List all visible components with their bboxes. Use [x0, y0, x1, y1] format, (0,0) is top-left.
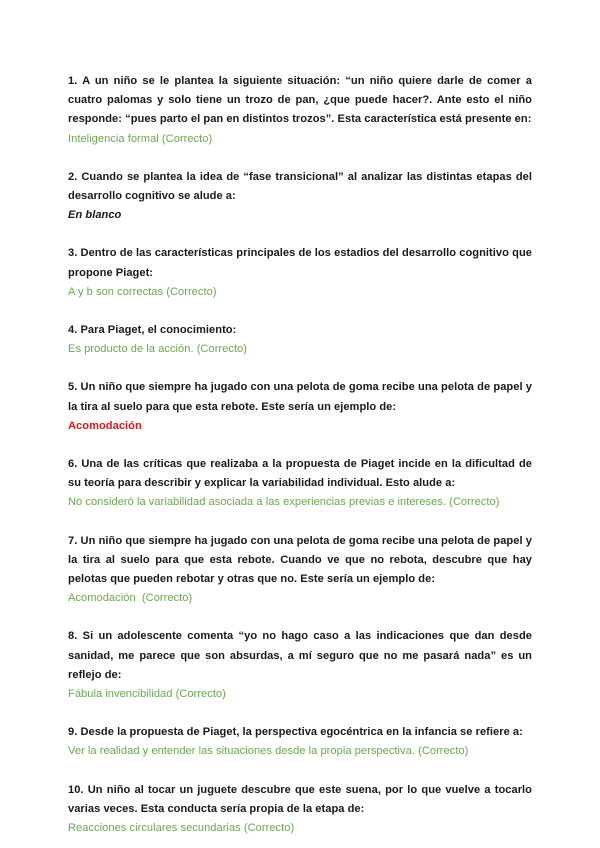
question-text: 3. Dentro de las características principales de los estadios del desarrollo cognitivo que propone Piaget:: [68, 247, 532, 279]
question-answer-list: [68, 72, 532, 838]
answer-text: Acomodación: [68, 419, 142, 432]
answer-text: Es producto de la acción. (Correcto): [68, 343, 248, 356]
question-text: 8. Si un adolescente comenta “yo no hago caso a las indicaciones que dan desde sanidad, me parece que son absurdas, a mí seguro que no me pasará nada” es un reflejo de:: [68, 630, 532, 681]
qa-block: [68, 321, 532, 359]
answer-text: Fábula invencibilidad (Correcto): [68, 688, 226, 701]
question-text: 4. Para Piaget, el conocimiento:: [68, 324, 237, 337]
question-text: 9. Desde la propuesta de Piaget, la perspectiva egocéntrica en la infancia se refiere a:: [68, 726, 523, 739]
question-text: 2. Cuando se plantea la idea de “fase transicional” al analizar las distintas etapas del desarrollo cognitivo se alude a:: [68, 170, 532, 203]
answer-text: A y b son correctas (Correcto): [68, 285, 217, 298]
question-text: 7. Un niño que siempre ha jugado con una pelota de goma recibe una pelota de papel y la tira al suelo para que esta rebote. Cuando ve que no rebota, descubre que hay pelotas que pueden rebotar y otras que no. Este sería un ejemplo de:: [68, 534, 532, 586]
answer-text: No consideró la variabilidad asociada a las experiencias previas e intereses. (Correcto): [68, 496, 500, 509]
qa-block: [68, 532, 532, 609]
answer-text: Inteligencia formal (Correcto): [68, 132, 213, 145]
answer-text: Acomodación (Correcto): [68, 592, 193, 605]
question-text: 6. Una de las críticas que realizaba a la propuesta de Piaget incide en la dificultad de su teoría para describir y explicar la variabilidad individual. Esto alude a:: [68, 458, 532, 490]
answer-text: En blanco: [68, 209, 122, 222]
question-text: 1. A un niño se le plantea la siguiente situación: “un niño quiere darle de comer a cuatro palomas y solo tiene un trozo de pan, ¿que puede hacer?. Ante esto el niño responde: “pues parto el pan en distintos trozos”. Esta característica está presente en:: [68, 75, 532, 126]
qa-block: [68, 723, 532, 761]
qa-block: [68, 781, 532, 839]
qa-block: [68, 72, 532, 149]
qa-block: [68, 378, 532, 436]
qa-block: [68, 455, 532, 513]
answer-text: Ver la realidad y entender las situaciones desde la propia perspectiva. (Correcto): [68, 745, 469, 758]
qa-block: [68, 244, 532, 302]
question-text: 5. Un niño que siempre ha jugado con una pelota de goma recibe una pelota de papel y la tira al suelo para que esta rebote. Este sería un ejemplo de:: [68, 381, 532, 413]
answer-text: Reacciones circulares secundarias (Correcto): [68, 822, 295, 835]
qa-block: [68, 627, 532, 704]
question-text: 10. Un niño al tocar un juguete descubre que este suena, por lo que vuelve a tocarlo varias veces. Esta conducta sería propia de la etapa de:: [68, 783, 532, 815]
qa-block: [68, 168, 532, 226]
